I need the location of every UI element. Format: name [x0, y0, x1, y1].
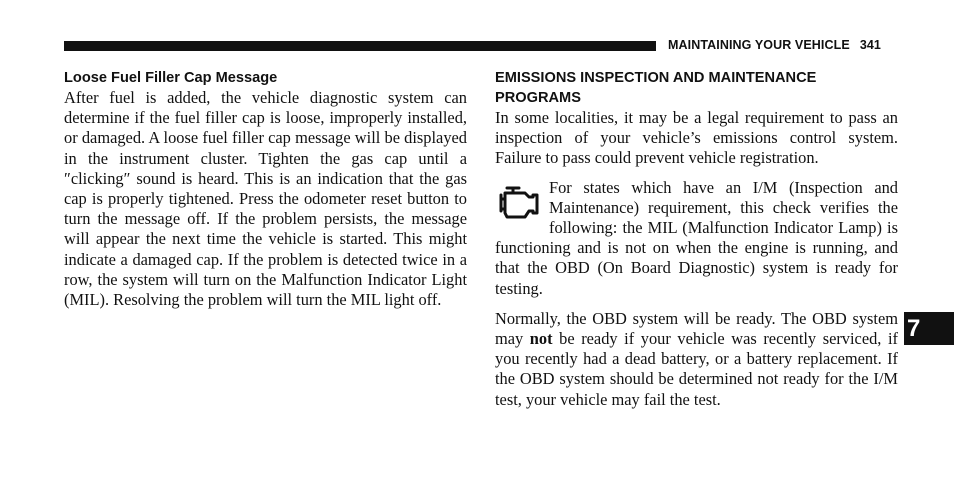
left-column — [64, 68, 467, 310]
running-header — [668, 38, 881, 52]
im-requirement-block — [495, 178, 898, 299]
obd-text-emphasis: not — [529, 329, 553, 349]
check-engine-icon — [495, 183, 541, 223]
emissions-heading: EMISSIONS INSPECTION AND MAINTENANCE PROGRAMS — [495, 70, 817, 106]
page-number: 341 — [859, 38, 881, 52]
obd-text-start: Normally, the OBD system will be ready. The OBD system may — [495, 308, 898, 349]
fuel-cap-heading: Loose Fuel Filler Cap Message — [64, 70, 278, 86]
obd-text-end: be ready if your vehicle was recently serviced, if you recently had a dead battery, or a battery replacement. If the OBD system should be determined not ready for the I/M test, your vehicle may fail the test. — [495, 329, 898, 409]
header-rule — [64, 41, 656, 51]
emissions-intro-paragraph: In some localities, it may be a legal requirement to pass an inspection of your vehicle’s emissions control system. Failure to pass could prevent vehicle registration. — [495, 108, 898, 168]
right-column — [495, 68, 898, 410]
obd-readiness-paragraph — [495, 309, 898, 410]
fuel-cap-paragraph: After fuel is added, the vehicle diagnostic system can determine if the fuel filler cap is loose, improperly installed, or damaged. A loose fuel filler cap message will be displayed in the instrument cluster. Tighten the gas cap until a ″clicking″ sound is heard. This is an indication that the gas cap is properly tightened. Press the odometer reset button to turn the message off. If the problem persists, the message will appear the next time the vehicle is started. This might indicate a damaged cap. If the problem is detected twice in a row, the system will turn on the Malfunction Indicator Light (MIL). Resolving the problem will turn the MIL light off. — [64, 88, 467, 310]
section-title: MAINTAINING YOUR VEHICLE — [668, 38, 850, 52]
chapter-tab: 7 — [904, 312, 954, 345]
im-requirement-paragraph: For states which have an I/M (Inspection and Maintenance) requirement, this check verifies the following: the MIL (Malfunction Indicator Lamp) is functioning and is not on when the engine is running, and that the OBD (On Board Diagnostic) system is ready for testing. — [495, 177, 898, 298]
